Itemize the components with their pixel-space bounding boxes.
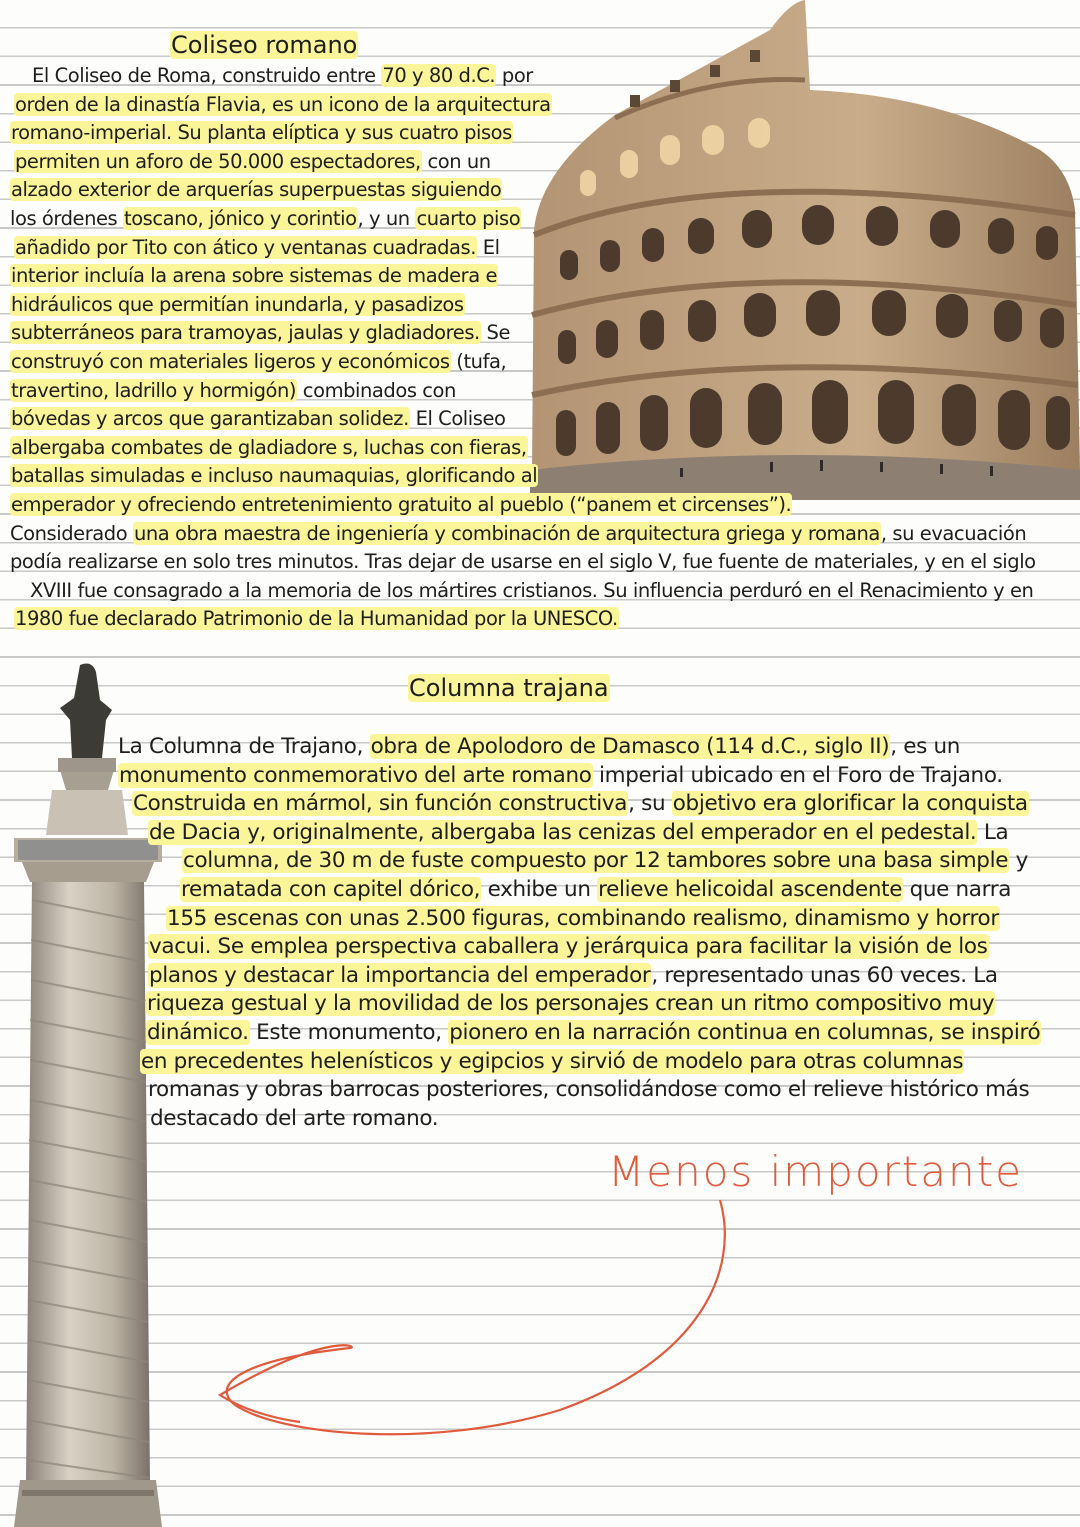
text-segment: combinados con <box>297 378 456 402</box>
coliseo-line <box>10 462 1036 491</box>
coliseo-line <box>10 405 1036 434</box>
annotation-menos-importante: Menos importante <box>608 1147 1023 1196</box>
trajana-line <box>118 790 1041 819</box>
text-segment: bóvedas y arcos que garantizaban solidez. <box>11 407 409 431</box>
text-segment: travertino, ladrillo y hormigón) <box>11 378 297 402</box>
text-segment: por <box>496 64 533 87</box>
text-segment: en precedentes helenísticos y egipcios y sirvió de modelo para otras columnas <box>141 1048 964 1074</box>
text-segment: añadido por Tito con ático y ventanas cuadradas. <box>15 235 477 259</box>
coliseo-line <box>10 148 1036 177</box>
text-segment: Construida en mármol, sin función constructiva <box>133 791 628 817</box>
text-segment: alzado exterior de arquerías superpuestas siguiendo <box>11 178 502 202</box>
coliseo-line <box>10 119 1036 148</box>
text-segment: destacado del arte romano. <box>150 1105 439 1131</box>
text-segment: 155 escenas con unas 2.500 figuras, combinando realismo, dinamismo y horror <box>167 905 999 931</box>
coliseo-line <box>10 291 1036 320</box>
text-segment: Se <box>480 321 511 345</box>
text-segment: interior incluía la arena sobre sistemas de madera e <box>11 264 498 288</box>
trajana-line <box>118 733 1041 762</box>
coliseo-line <box>10 205 1036 234</box>
trajana-line <box>118 1048 1041 1077</box>
text-segment: podía realizarse en solo tres minutos. Tras dejar de usarse en el siglo V, fue fuente de materiales, y en el siglo <box>10 550 1036 574</box>
coliseo-line <box>10 234 1036 263</box>
coliseo-line <box>10 520 1036 549</box>
coliseo-title: Coliseo romano <box>171 31 358 59</box>
text-segment: El Coliseo de Roma, construido entre <box>32 64 382 87</box>
text-segment: emperador y ofreciendo entretenimiento gratuito al pueblo (“panem et circenses”). <box>11 492 792 516</box>
trajana-line <box>118 1105 1041 1134</box>
text-segment: monumento conmemorativo del arte romano <box>119 762 592 788</box>
coliseo-line <box>10 577 1036 606</box>
text-segment: 1980 fue declarado Patrimonio de la Humanidad por la UNESCO. <box>15 607 618 631</box>
trajana-line <box>118 905 1041 934</box>
text-segment: rematada con capitel dórico, <box>181 876 481 902</box>
trajana-paragraph <box>118 733 1041 1133</box>
text-segment: y <box>1009 848 1028 874</box>
text-segment: pionero en la narración continua en columnas, se inspiró <box>449 1019 1041 1045</box>
text-segment: de Dacia y, originalmente, albergaba las cenizas del emperador en el pedestal. <box>149 819 977 845</box>
text-segment: los órdenes <box>10 206 123 230</box>
text-segment: con un <box>421 149 491 173</box>
text-segment: , es un <box>890 734 961 759</box>
coliseo-line <box>10 91 1036 120</box>
text-segment: , representado unas 60 veces. La <box>651 962 998 988</box>
trajana-line <box>118 1019 1041 1048</box>
text-segment: exhibe un <box>481 876 598 902</box>
trajana-line <box>118 1076 1041 1105</box>
trajana-title: Columna trajana <box>409 674 609 702</box>
text-segment: XVIII fue consagrado a la memoria de los mártires cristianos. Su influencia perduró en el Renacimiento y en <box>30 578 1034 602</box>
coliseo-line <box>10 319 1036 348</box>
text-segment: construyó con materiales ligeros y económicos <box>11 349 450 373</box>
text-segment: batallas simuladas e incluso naumaquias, glorificando al <box>11 464 538 488</box>
text-segment: El Coliseo <box>409 407 506 431</box>
text-segment: orden de la dinastía Flavia, es un icono de la arquitectura <box>15 92 551 116</box>
text-segment: Este monumento, <box>249 1019 449 1045</box>
text-segment: permiten un aforo de 50.000 espectadores, <box>15 149 421 173</box>
text-segment: toscano, jónico y corintio <box>124 206 357 230</box>
text-segment: (tufa, <box>450 349 507 373</box>
coliseo-line <box>10 262 1036 291</box>
trajana-line <box>118 876 1041 905</box>
trajana-line <box>118 762 1041 791</box>
text-segment: dinámico. <box>147 1019 249 1045</box>
text-segment: objetivo era glorificar la conquista <box>672 791 1028 817</box>
text-segment: columna, de 30 m de fuste compuesto por 12 tambores sobre una basa simple <box>183 848 1009 874</box>
coliseo-line <box>10 605 1036 634</box>
coliseo-paragraph <box>10 62 1036 634</box>
text-segment: subterráneos para tramoyas, jaulas y gladiadores. <box>11 321 480 345</box>
text-segment: hidráulicos que permitían inundarla, y pasadizos <box>11 292 464 316</box>
curved-arrow-icon <box>180 1190 760 1470</box>
coliseo-line <box>10 348 1036 377</box>
text-segment: , su <box>628 791 672 817</box>
trajana-line <box>118 847 1041 876</box>
trajana-line <box>118 962 1041 991</box>
text-segment: romano-imperial. Su planta elíptica y sus cuatro pisos <box>11 121 512 145</box>
text-segment: relieve helicoidal ascendente <box>598 876 903 902</box>
text-segment: La Columna de Trajano, <box>118 734 370 759</box>
trajana-line <box>118 990 1041 1019</box>
text-segment: albergaba combates de gladiadore s, luchas con fieras, <box>11 435 527 459</box>
text-segment: El <box>477 235 500 259</box>
coliseo-line <box>10 434 1036 463</box>
coliseo-line <box>10 491 1036 520</box>
text-segment: 70 y 80 d.C. <box>382 64 496 87</box>
coliseo-line <box>10 377 1036 406</box>
coliseo-line <box>10 548 1036 577</box>
text-segment: La <box>977 819 1009 845</box>
text-segment: riqueza gestual y la movilidad de los personajes crean un ritmo compositivo muy <box>147 991 995 1017</box>
text-segment: romanas y obras barrocas posteriores, consolidándose como el relieve histórico más <box>148 1077 1030 1103</box>
trajana-line <box>118 819 1041 848</box>
coliseo-line <box>10 176 1036 205</box>
text-segment: obra de Apolodoro de Damasco (114 d.C., siglo II) <box>370 734 890 759</box>
text-segment: vacui. Se emplea perspectiva caballera y jerárquica para facilitar la visión de los <box>149 934 988 960</box>
trajana-line <box>118 933 1041 962</box>
text-segment: planos y destacar la importancia del emperador <box>149 962 651 988</box>
text-segment: , su evacuación <box>880 521 1027 545</box>
text-segment: cuarto piso <box>416 206 521 230</box>
coliseo-line <box>10 62 1036 91</box>
text-segment: Considerado <box>10 521 133 545</box>
text-segment: una obra maestra de ingeniería y combinación de arquitectura griega y romana <box>133 521 880 545</box>
text-segment: , y un <box>357 206 416 230</box>
text-segment: imperial ubicado en el Foro de Trajano. <box>592 762 1003 788</box>
text-segment: que narra <box>903 876 1012 902</box>
